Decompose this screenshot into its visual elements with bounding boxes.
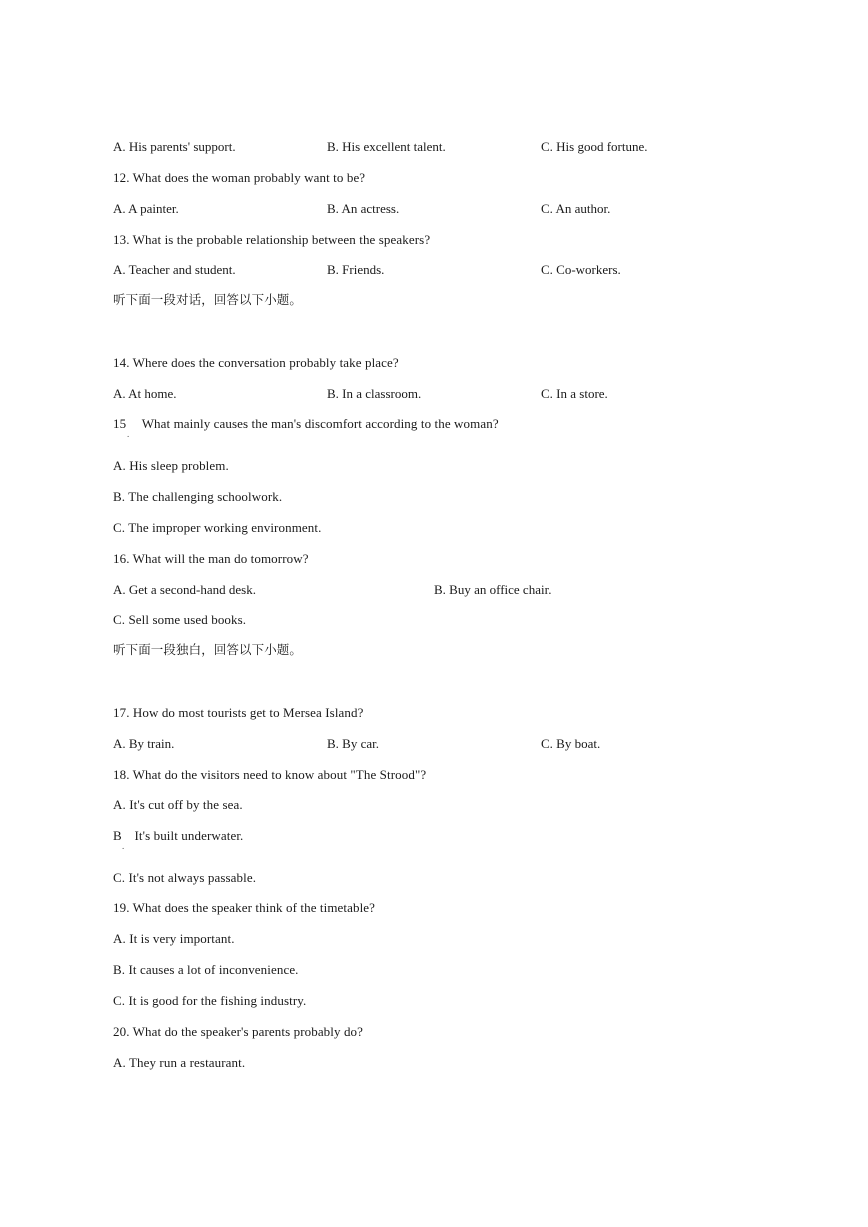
q15-option-b: B. The challenging schoolwork. bbox=[113, 489, 283, 504]
q15-number: 15 bbox=[113, 416, 127, 431]
q15-option-c: C. The improper working environment. bbox=[113, 520, 322, 535]
q17-option-a: A. By train. bbox=[113, 736, 175, 751]
q11-option-c: C. His good fortune. bbox=[541, 139, 648, 154]
q15-question-line bbox=[113, 416, 499, 432]
q15-dot-mark: . bbox=[127, 429, 130, 439]
q14-option-c: C. In a store. bbox=[541, 386, 608, 401]
q19-option-b: B. It causes a lot of inconvenience. bbox=[113, 962, 299, 977]
q11-option-b: B. His excellent talent. bbox=[327, 139, 446, 154]
q16-option-b: B. Buy an office chair. bbox=[434, 582, 552, 597]
q18-option-b: It's built underwater. bbox=[134, 828, 244, 843]
q14-option-b: B. In a classroom. bbox=[327, 386, 422, 401]
q19-option-a: A. It is very important. bbox=[113, 931, 235, 946]
q11-option-a: A. His parents' support. bbox=[113, 139, 236, 154]
q15-question: What mainly causes the man's discomfort according to the woman? bbox=[141, 416, 499, 431]
q20-question: 20. What do the speaker's parents probably do? bbox=[113, 1024, 364, 1039]
q14-option-a: A. At home. bbox=[113, 386, 177, 401]
q14-question: 14. Where does the conversation probably take place? bbox=[113, 355, 399, 370]
q18-question: 18. What do the visitors need to know about "The Strood"? bbox=[113, 767, 427, 782]
q18-option-a: A. It's cut off by the sea. bbox=[113, 797, 243, 812]
q12-option-c: C. An author. bbox=[541, 201, 611, 216]
q19-option-c: C. It is good for the fishing industry. bbox=[113, 993, 307, 1008]
q13-option-b: B. Friends. bbox=[327, 262, 385, 277]
q18-option-b-letter: B bbox=[113, 828, 122, 843]
q13-option-a: A. Teacher and student. bbox=[113, 262, 236, 277]
q13-question: 13. What is the probable relationship between the speakers? bbox=[113, 232, 431, 247]
q16-option-c: C. Sell some used books. bbox=[113, 612, 247, 627]
q19-question: 19. What does the speaker think of the timetable? bbox=[113, 900, 376, 915]
q18-option-c: C. It's not always passable. bbox=[113, 870, 257, 885]
q13-option-c: C. Co-workers. bbox=[541, 262, 621, 277]
q20-option-a: A. They run a restaurant. bbox=[113, 1055, 246, 1070]
q18-option-b-line bbox=[113, 828, 243, 844]
q16-question: 16. What will the man do tomorrow? bbox=[113, 551, 309, 566]
instruction-monologue: 听下面一段独白，回答以下小题。 bbox=[113, 642, 303, 657]
q15-option-a: A. His sleep problem. bbox=[113, 458, 229, 473]
q17-option-c: C. By boat. bbox=[541, 736, 601, 751]
q16-option-a: A. Get a second-hand desk. bbox=[113, 582, 256, 597]
instruction-dialogue: 听下面一段对话，回答以下小题。 bbox=[113, 292, 303, 307]
q12-question: 12. What does the woman probably want to be? bbox=[113, 170, 366, 185]
q17-option-b: B. By car. bbox=[327, 736, 379, 751]
q17-question: 17. How do most tourists get to Mersea Island? bbox=[113, 705, 364, 720]
q18-dot-mark: . bbox=[122, 841, 125, 851]
q12-option-b: B. An actress. bbox=[327, 201, 400, 216]
q12-option-a: A. A painter. bbox=[113, 201, 179, 216]
